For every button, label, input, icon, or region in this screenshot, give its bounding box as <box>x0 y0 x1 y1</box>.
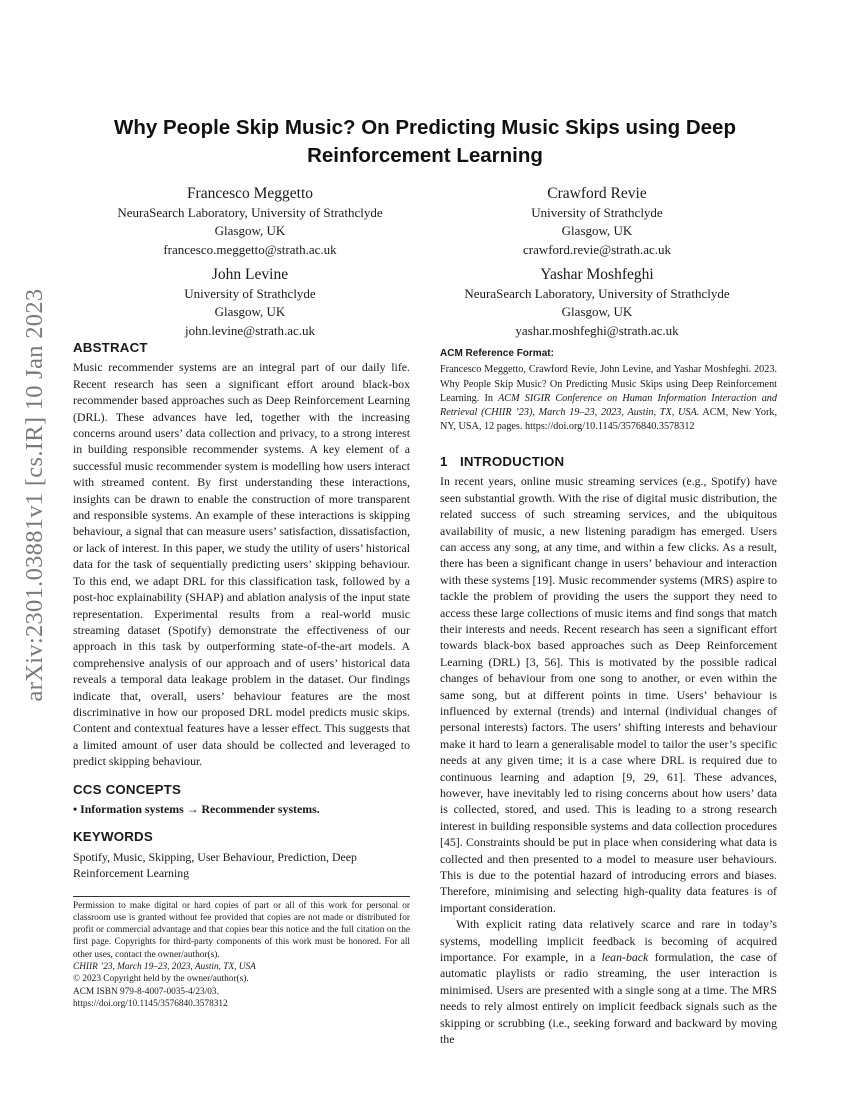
author-name: Francesco Meggetto <box>186 185 314 202</box>
intro-p2-post: formulation, the case of automatic playlists or radio streaming, the user interaction is minimised. Users are presented with a single song at a time. The MRS needs to rely almost entirely on implicit feedback signals such as the skipping or scrubbing (i.e., seeking forward and backward by moving the <box>440 950 777 1047</box>
keywords-text: Spotify, Music, Skipping, User Behaviour, Prediction, Deep Reinforcement Learning <box>73 849 357 881</box>
keywords-section <box>73 829 410 881</box>
author-email[interactable]: crawford.revie@strath.ac.uk <box>522 241 672 257</box>
section-number: 1 <box>440 453 448 469</box>
intro-p2-pre: With explicit rating data relatively scarce and rare in today’s systems, modelling implicit feedback is becoming of acquired importance. For example, in a <box>440 917 777 965</box>
author-block-1 <box>80 183 420 259</box>
arxiv-identifier <box>10 288 60 702</box>
ccs-heading: CCS CONCEPTS <box>73 781 182 797</box>
keywords-heading: KEYWORDS <box>73 829 153 845</box>
intro-heading <box>440 454 777 470</box>
intro-p2-em: lean-back <box>601 950 649 965</box>
author-location: Glasgow, UK <box>214 304 286 320</box>
acm-ref-text <box>440 363 777 433</box>
author-email[interactable]: yashar.moshfeghi@strath.ac.uk <box>515 322 679 338</box>
permission-notice: Permission to make digital or hard copies of part or all of this work for personal or classroom use is granted without fee provided that copies are not made or distributed for profit or commercial advantage and that copies bear this notice and the full citation on the first page. Copyrights for third-party components of this work must be honored. For all other uses, contact the owner/author(s). <box>73 900 410 960</box>
left-column <box>73 340 410 1010</box>
author-block-4 <box>427 264 767 340</box>
author-email[interactable]: john.levine@strath.ac.uk <box>184 322 316 338</box>
author-affiliation: University of Strathclyde <box>184 286 316 301</box>
intro-paragraph-1: In recent years, online music streaming services (e.g., Spotify) have seen substantial growth. With the rise of digital music distribution, the related success of such streaming services, and the ubiquitous availability of music, a new listening paradigm has emerged. Users can access any song, at any time, and within a few clicks. As a result, there has been a significant change in users’ behaviour and interaction with these systems [19]. Music recommender systems (MRS) aspire to tackle the problem of providing the users the support they need to access these large collections of music items and find songs that match their interests and needs. Recent research has seen a significant effort towards black-box based approaches such as Deep Reinforcement Learning (DRL) [3, 56]. This is motivated by the possible radical changes of behaviour from one song to another, or even within the same song, but at different points in time. Users’ behaviour is influenced by external (trends) and internal (individual changes of personal interests) factors. The users’ shifting interests and behaviour make it hard to learn a generalisable model to tailor the user’s specific needs at any given time; it is a case where DRL is required due to continuous learning and adaption [9, 29, 61]. These advances, however, have inevitably led to rising concerns about how users’ data is collected, stored, and used. This is leading to a strong research interest in building responsible systems and data collection procedures [45]. Constraints should be put in place when considering what data is collected and then presented to a model to measure user behaviours. This is due to the potential hazard of introducing errors and biases. Therefore, minimising and selecting high-quality data features is of important consideration. <box>440 474 777 915</box>
abstract-section <box>73 340 410 770</box>
abstract-text: Music recommender systems are an integral part of our daily life. Recent research has seen a significant effort around black-box recommender based approaches such as Deep Reinforcement Learning (DRL). These advances have led, together with the increasing concerns around users’ data collection and privacy, to a strong interest in building responsible recommender systems. A key element of a successful music recommender system is modelling how users interact with streamed content. By first understanding these interactions, insights can be drawn to enable the construction of more transparent and responsible systems. An example of these interactions is skipping behaviour, a signal that can measure users’ satisfaction, dissatisfaction, or lack of interest. In this paper, we study the utility of users’ historical data for the task of sequentially predicting users’ skipping behaviour. To this end, we adapt DRL for this classification task, followed by a post-hoc explainability (SHAP) and ablation analysis of the input state representation. Experimental results from a real-world music streaming dataset (Spotify) demonstrate the effectiveness of our approach in this task by outperforming state-of-the-art models. A comprehensive analysis of our approach and of users’ historical data reveals a temporal data leakage problem in the dataset. Our findings indicate that, overall, users’ behaviour features are the most discriminative in how our proposed DRL model predicts music skips. Content and contextual features have a lesser effect. This suggests that a limited amount of user data should be collected and leveraged to predict skipping behaviour. <box>73 360 410 769</box>
doi-link[interactable]: https://doi.org/10.1145/3576840.3578312 <box>73 998 228 1009</box>
acm-ref-venue: ACM SIGIR Conference on Human Information Interaction and Retrieval (CHIIR ’23), March 19–23, 2023, Austin, TX, USA. <box>440 392 777 418</box>
acm-ref-text-post: ACM, New York, NY, USA, 12 pages. https://doi.org/10.1145/3576840.3578312 <box>440 406 777 432</box>
author-affiliation: University of Strathclyde <box>531 205 663 220</box>
author-block-3 <box>80 264 420 340</box>
acm-reference <box>440 346 777 434</box>
author-affiliation: NeuraSearch Laboratory, University of Strathclyde <box>117 205 383 220</box>
author-block-2 <box>427 183 767 259</box>
author-location: Glasgow, UK <box>561 304 633 320</box>
author-name: John Levine <box>211 266 289 283</box>
venue-line: CHIIR ’23, March 19–23, 2023, Austin, TX, USA <box>73 962 256 973</box>
arxiv-identifier-text: arXiv:2301.03881v1 [cs.IR] 10 Jan 2023 <box>21 288 48 702</box>
author-name: Crawford Revie <box>547 185 647 202</box>
paper-title: Why People Skip Music? On Predicting Music Skips using Deep Reinforcement Learning <box>114 116 736 167</box>
ccs-text: • Information systems → Recommender systems. <box>73 801 320 816</box>
copyright-footnote <box>73 896 410 1011</box>
author-location: Glasgow, UK <box>214 223 286 239</box>
author-location: Glasgow, UK <box>561 223 633 239</box>
right-column <box>440 346 777 1048</box>
acm-ref-text-pre: Francesco Meggetto, Crawford Revie, John Levine, and Yashar Moshfeghi. 2023. Why People Skip Music? On Predicting Music Skips using Deep Reinforcement Learning. In <box>440 364 777 404</box>
section-title: INTRODUCTION <box>460 453 565 469</box>
acm-ref-heading: ACM Reference Format: <box>440 348 554 359</box>
isbn-line: ACM ISBN 979-8-4007-0035-4/23/03. <box>73 986 219 997</box>
ccs-section <box>73 782 410 818</box>
author-name: Yashar Moshfeghi <box>540 266 654 283</box>
intro-paragraph-2 <box>440 916 777 1047</box>
abstract-heading: ABSTRACT <box>73 340 148 355</box>
author-email[interactable]: francesco.meggetto@strath.ac.uk <box>163 241 337 257</box>
author-affiliation: NeuraSearch Laboratory, University of Strathclyde <box>464 286 730 301</box>
copyright-line: © 2023 Copyright held by the owner/author(s). <box>73 974 249 985</box>
